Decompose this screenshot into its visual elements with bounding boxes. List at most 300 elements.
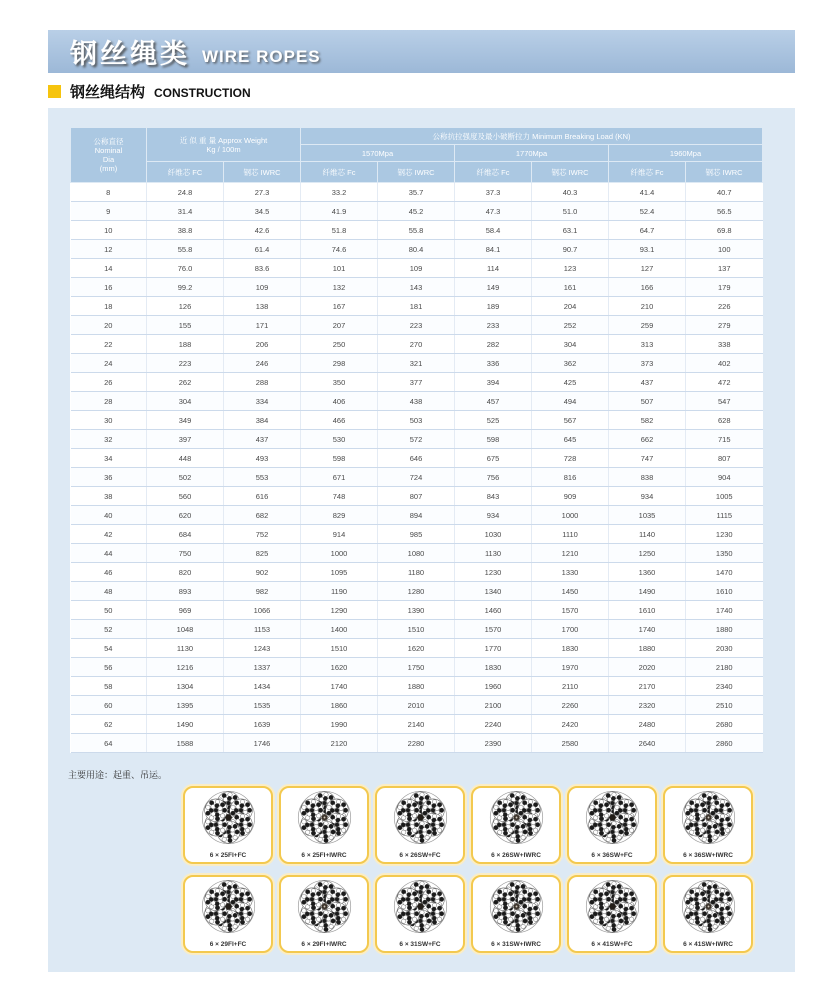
table-cell: 298	[301, 354, 378, 373]
table-cell: 36	[71, 468, 147, 487]
header-line: 近 似 重 量 Approx Weight	[179, 135, 268, 145]
table-row	[71, 278, 763, 297]
table-cell: 10	[71, 221, 147, 240]
rope-cross-section	[681, 879, 736, 934]
page-banner	[48, 30, 795, 73]
table-cell: 934	[609, 487, 686, 506]
table-row	[71, 696, 763, 715]
table-cell: 181	[378, 297, 455, 316]
section-heading	[48, 81, 251, 102]
table-cell: 114	[455, 259, 532, 278]
table-cell: 80.4	[378, 240, 455, 259]
table-cell: 22	[71, 335, 147, 354]
table-cell: 40.7	[686, 183, 763, 202]
table-cell: 1770	[455, 639, 532, 658]
table-cell: 54	[71, 639, 147, 658]
table-cell: 101	[301, 259, 378, 278]
table-cell: 628	[686, 411, 763, 430]
rope-construction-label: 6 × 41SW+IWRC	[683, 941, 733, 948]
rope-construction-card	[567, 875, 657, 953]
table-cell: 1230	[686, 525, 763, 544]
table-cell: 2120	[301, 734, 378, 753]
table-cell: 2680	[686, 715, 763, 734]
table-cell: 682	[224, 506, 301, 525]
table-row	[71, 601, 763, 620]
rope-cross-section	[201, 790, 256, 845]
table-cell: 24.8	[147, 183, 224, 202]
table-cell: 14	[71, 259, 147, 278]
sub-header-iwrc: 钢芯 IWRC	[378, 162, 455, 183]
table-cell: 338	[686, 335, 763, 354]
table-cell: 893	[147, 582, 224, 601]
page-title-en: WIRE ROPES	[202, 46, 321, 66]
table-cell: 1434	[224, 677, 301, 696]
table-cell: 2320	[609, 696, 686, 715]
table-cell: 90.7	[532, 240, 609, 259]
table-cell: 525	[455, 411, 532, 430]
table-cell: 37.3	[455, 183, 532, 202]
usage-note: 主要用途：起重、吊运。	[68, 770, 168, 780]
table-cell: 448	[147, 449, 224, 468]
table-cell: 530	[301, 430, 378, 449]
rope-construction-card	[663, 786, 753, 864]
table-cell: 1535	[224, 696, 301, 715]
table-cell: 494	[532, 392, 609, 411]
table-cell: 394	[455, 373, 532, 392]
table-cell: 2480	[609, 715, 686, 734]
table-row	[71, 335, 763, 354]
table-cell: 188	[147, 335, 224, 354]
table-cell: 503	[378, 411, 455, 430]
table-cell: 34.5	[224, 202, 301, 221]
table-row	[71, 620, 763, 639]
table-cell: 724	[378, 468, 455, 487]
table-cell: 816	[532, 468, 609, 487]
table-cell: 1330	[532, 563, 609, 582]
table-cell: 262	[147, 373, 224, 392]
table-cell: 645	[532, 430, 609, 449]
table-cell: 438	[378, 392, 455, 411]
table-cell: 2280	[378, 734, 455, 753]
table-cell: 47.3	[455, 202, 532, 221]
table-cell: 226	[686, 297, 763, 316]
table-cell: 51.8	[301, 221, 378, 240]
table-cell: 62	[71, 715, 147, 734]
table-cell: 138	[224, 297, 301, 316]
rope-cross-section	[585, 790, 640, 845]
table-cell: 44	[71, 544, 147, 563]
construction-cards	[183, 786, 753, 953]
wire-rope-spec-table	[70, 127, 763, 753]
yellow-square-icon	[48, 85, 61, 98]
rope-cross-section	[489, 790, 544, 845]
table-cell: 397	[147, 430, 224, 449]
table-cell: 41.4	[609, 183, 686, 202]
table-cell: 2110	[532, 677, 609, 696]
table-cell: 1470	[686, 563, 763, 582]
table-cell: 1140	[609, 525, 686, 544]
table-cell: 1216	[147, 658, 224, 677]
table-cell: 582	[609, 411, 686, 430]
table-cell: 1130	[455, 544, 532, 563]
table-cell: 985	[378, 525, 455, 544]
table-row	[71, 202, 763, 221]
table-cell: 437	[609, 373, 686, 392]
table-cell: 894	[378, 506, 455, 525]
table-cell: 167	[301, 297, 378, 316]
table-row	[71, 715, 763, 734]
table-cell: 750	[147, 544, 224, 563]
table-cell: 126	[147, 297, 224, 316]
table-cell: 1620	[378, 639, 455, 658]
table-cell: 909	[532, 487, 609, 506]
mpa-header-1960: 1960Mpa	[609, 145, 763, 162]
sub-header-fc: 纤维芯 Fc	[301, 162, 378, 183]
table-cell: 32	[71, 430, 147, 449]
sub-header-iwrc: 钢芯 IWRC	[686, 162, 763, 183]
table-cell: 2340	[686, 677, 763, 696]
table-cell: 63.1	[532, 221, 609, 240]
table-row	[71, 639, 763, 658]
table-cell: 99.2	[147, 278, 224, 297]
table-cell: 48	[71, 582, 147, 601]
table-cell: 69.8	[686, 221, 763, 240]
table-cell: 2170	[609, 677, 686, 696]
table-cell: 1280	[378, 582, 455, 601]
table-cell: 402	[686, 354, 763, 373]
rope-construction-label: 6 × 25FI+IWRC	[301, 852, 347, 859]
table-cell: 671	[301, 468, 378, 487]
rope-construction-card	[279, 786, 369, 864]
header-line: (mm)	[99, 164, 118, 173]
header-line: Nominal	[94, 146, 123, 155]
table-cell: 149	[455, 278, 532, 297]
table-cell: 100	[686, 240, 763, 259]
table-cell: 646	[378, 449, 455, 468]
rope-construction-card	[183, 786, 273, 864]
table-cell: 1230	[455, 563, 532, 582]
table-cell: 246	[224, 354, 301, 373]
table-cell: 60	[71, 696, 147, 715]
table-row	[71, 525, 763, 544]
table-row	[71, 240, 763, 259]
table-cell: 2260	[532, 696, 609, 715]
table-cell: 1588	[147, 734, 224, 753]
table-cell: 223	[378, 316, 455, 335]
table-cell: 567	[532, 411, 609, 430]
table-cell: 472	[686, 373, 763, 392]
table-cell: 507	[609, 392, 686, 411]
table-cell: 598	[301, 449, 378, 468]
table-cell: 123	[532, 259, 609, 278]
page-title-zh: 钢丝绳类	[70, 39, 190, 69]
rope-construction-label: 6 × 36SW+FC	[591, 852, 633, 859]
table-cell: 1610	[686, 582, 763, 601]
table-cell: 1510	[378, 620, 455, 639]
table-cell: 207	[301, 316, 378, 335]
table-cell: 715	[686, 430, 763, 449]
rope-construction-label: 6 × 31SW+FC	[399, 941, 441, 948]
table-cell: 616	[224, 487, 301, 506]
table-cell: 598	[455, 430, 532, 449]
table-cell: 28	[71, 392, 147, 411]
table-cell: 820	[147, 563, 224, 582]
rope-cross-section	[681, 790, 736, 845]
table-cell: 1830	[455, 658, 532, 677]
table-cell: 560	[147, 487, 224, 506]
table-cell: 1880	[378, 677, 455, 696]
table-cell: 1304	[147, 677, 224, 696]
table-cell: 2390	[455, 734, 532, 753]
table-row	[71, 221, 763, 240]
table-cell: 1340	[455, 582, 532, 601]
table-cell: 2860	[686, 734, 763, 753]
table-cell: 18	[71, 297, 147, 316]
table-cell: 1180	[378, 563, 455, 582]
table-cell: 8	[71, 183, 147, 202]
group-header-breaking-load: 公称抗拉强度及最小破断拉力 Minimum Breaking Load (KN)	[301, 128, 763, 145]
table-cell: 40.3	[532, 183, 609, 202]
rope-construction-card	[567, 786, 657, 864]
table-cell: 502	[147, 468, 224, 487]
table-cell: 2020	[609, 658, 686, 677]
table-cell: 20	[71, 316, 147, 335]
table-cell: 384	[224, 411, 301, 430]
table-cell: 1360	[609, 563, 686, 582]
table-cell: 270	[378, 335, 455, 354]
table-row	[71, 354, 763, 373]
table-row	[71, 392, 763, 411]
table-cell: 572	[378, 430, 455, 449]
table-cell: 1066	[224, 601, 301, 620]
table-cell: 109	[378, 259, 455, 278]
rope-cross-section	[489, 879, 544, 934]
table-cell: 1080	[378, 544, 455, 563]
table-cell: 904	[686, 468, 763, 487]
table-cell: 373	[609, 354, 686, 373]
table-cell: 748	[301, 487, 378, 506]
table-cell: 61.4	[224, 240, 301, 259]
table-cell: 127	[609, 259, 686, 278]
table-cell: 56	[71, 658, 147, 677]
table-cell: 83.6	[224, 259, 301, 278]
table-cell: 210	[609, 297, 686, 316]
table-cell: 109	[224, 278, 301, 297]
table-cell: 675	[455, 449, 532, 468]
table-cell: 728	[532, 449, 609, 468]
table-cell: 1210	[532, 544, 609, 563]
rope-construction-label: 6 × 41SW+FC	[591, 941, 633, 948]
table-row	[71, 297, 763, 316]
table-cell: 2140	[378, 715, 455, 734]
table-cell: 179	[686, 278, 763, 297]
sub-header-iwrc: 钢芯 IWRC	[224, 162, 301, 183]
table-cell: 1880	[686, 620, 763, 639]
table-cell: 752	[224, 525, 301, 544]
table-cell: 33.2	[301, 183, 378, 202]
table-row	[71, 411, 763, 430]
table-cell: 252	[532, 316, 609, 335]
table-cell: 1115	[686, 506, 763, 525]
table-cell: 1970	[532, 658, 609, 677]
table-cell: 902	[224, 563, 301, 582]
table-cell: 171	[224, 316, 301, 335]
table-cell: 1460	[455, 601, 532, 620]
table-cell: 51.0	[532, 202, 609, 221]
rope-cross-section	[297, 879, 352, 934]
rope-cross-section	[393, 879, 448, 934]
table-cell: 1639	[224, 715, 301, 734]
rope-construction-label: 6 × 29FI+FC	[209, 941, 247, 948]
table-cell: 457	[455, 392, 532, 411]
rope-construction-card	[375, 875, 465, 953]
table-cell: 30	[71, 411, 147, 430]
table-cell: 2030	[686, 639, 763, 658]
table-cell: 26	[71, 373, 147, 392]
rope-construction-label: 6 × 29FI+IWRC	[301, 941, 347, 948]
sub-header-fc: 纤维芯 Fc	[455, 162, 532, 183]
table-cell: 250	[301, 335, 378, 354]
rope-construction-card	[375, 786, 465, 864]
table-cell: 42.6	[224, 221, 301, 240]
table-cell: 620	[147, 506, 224, 525]
table-cell: 829	[301, 506, 378, 525]
table-cell: 1750	[378, 658, 455, 677]
table-cell: 2100	[455, 696, 532, 715]
table-cell: 41.9	[301, 202, 378, 221]
table-cell: 1153	[224, 620, 301, 639]
table-cell: 1490	[609, 582, 686, 601]
table-cell: 756	[455, 468, 532, 487]
section-title-zh: 钢丝绳结构	[70, 84, 146, 101]
table-cell: 279	[686, 316, 763, 335]
rope-cross-section	[393, 790, 448, 845]
table-cell: 74.6	[301, 240, 378, 259]
table-cell: 1337	[224, 658, 301, 677]
table-cell: 52	[71, 620, 147, 639]
table-cell: 1860	[301, 696, 378, 715]
content-panel	[48, 108, 795, 972]
rope-construction-label: 6 × 25FI+FC	[209, 852, 247, 859]
table-cell: 233	[455, 316, 532, 335]
table-cell: 1390	[378, 601, 455, 620]
table-cell: 334	[224, 392, 301, 411]
table-cell: 1095	[301, 563, 378, 582]
table-row	[71, 563, 763, 582]
table-row	[71, 658, 763, 677]
table-cell: 2510	[686, 696, 763, 715]
table-cell: 1700	[532, 620, 609, 639]
table-cell: 2010	[378, 696, 455, 715]
table-cell: 137	[686, 259, 763, 278]
rope-cross-section	[585, 879, 640, 934]
table-cell: 40	[71, 506, 147, 525]
rope-cross-section	[297, 790, 352, 845]
table-cell: 1740	[609, 620, 686, 639]
table-cell: 747	[609, 449, 686, 468]
table-cell: 189	[455, 297, 532, 316]
table-cell: 914	[301, 525, 378, 544]
section-title-en: CONSTRUCTION	[154, 85, 251, 100]
table-cell: 64.7	[609, 221, 686, 240]
table-cell: 982	[224, 582, 301, 601]
table-cell: 1190	[301, 582, 378, 601]
table-cell: 934	[455, 506, 532, 525]
table-row	[71, 468, 763, 487]
mpa-header-1770: 1770Mpa	[455, 145, 609, 162]
table-cell: 161	[532, 278, 609, 297]
table-cell: 838	[609, 468, 686, 487]
table-cell: 662	[609, 430, 686, 449]
table-cell: 684	[147, 525, 224, 544]
table-cell: 76.0	[147, 259, 224, 278]
table-cell: 1350	[686, 544, 763, 563]
table-cell: 825	[224, 544, 301, 563]
table-cell: 425	[532, 373, 609, 392]
rope-construction-card	[663, 875, 753, 953]
table-cell: 1400	[301, 620, 378, 639]
table-cell: 493	[224, 449, 301, 468]
sub-header-iwrc: 钢芯 IWRC	[532, 162, 609, 183]
header-line: 公称直径	[93, 137, 124, 146]
table-cell: 1570	[532, 601, 609, 620]
table-cell: 223	[147, 354, 224, 373]
table-cell: 350	[301, 373, 378, 392]
table-cell: 282	[455, 335, 532, 354]
rope-construction-label: 6 × 36SW+IWRC	[683, 852, 733, 859]
table-cell: 155	[147, 316, 224, 335]
header-line: Dia	[102, 155, 115, 164]
sub-header-fc: 纤维芯 FC	[147, 162, 224, 183]
table-row	[71, 430, 763, 449]
table-cell: 1570	[455, 620, 532, 639]
table-cell: 313	[609, 335, 686, 354]
table-cell: 1960	[455, 677, 532, 696]
table-cell: 55.8	[147, 240, 224, 259]
table-cell: 2640	[609, 734, 686, 753]
table-cell: 553	[224, 468, 301, 487]
table-cell: 2580	[532, 734, 609, 753]
table-cell: 58	[71, 677, 147, 696]
table-cell: 35.7	[378, 183, 455, 202]
table-cell: 45.2	[378, 202, 455, 221]
table-cell: 50	[71, 601, 147, 620]
table-row	[71, 183, 763, 202]
table-cell: 12	[71, 240, 147, 259]
table-cell: 1510	[301, 639, 378, 658]
table-cell: 437	[224, 430, 301, 449]
table-cell: 38	[71, 487, 147, 506]
table-cell: 1048	[147, 620, 224, 639]
table-cell: 24	[71, 354, 147, 373]
table-cell: 336	[455, 354, 532, 373]
table-cell: 206	[224, 335, 301, 354]
table-cell: 406	[301, 392, 378, 411]
table-cell: 1290	[301, 601, 378, 620]
table-cell: 807	[686, 449, 763, 468]
table-cell: 1030	[455, 525, 532, 544]
table-cell: 34	[71, 449, 147, 468]
table-cell: 362	[532, 354, 609, 373]
table-cell: 321	[378, 354, 455, 373]
col-header-nominal-dia	[71, 128, 147, 183]
table-cell: 1000	[532, 506, 609, 525]
table-cell: 9	[71, 202, 147, 221]
table-cell: 27.3	[224, 183, 301, 202]
table-header	[71, 128, 763, 183]
table-body	[71, 183, 763, 753]
table-cell: 1395	[147, 696, 224, 715]
